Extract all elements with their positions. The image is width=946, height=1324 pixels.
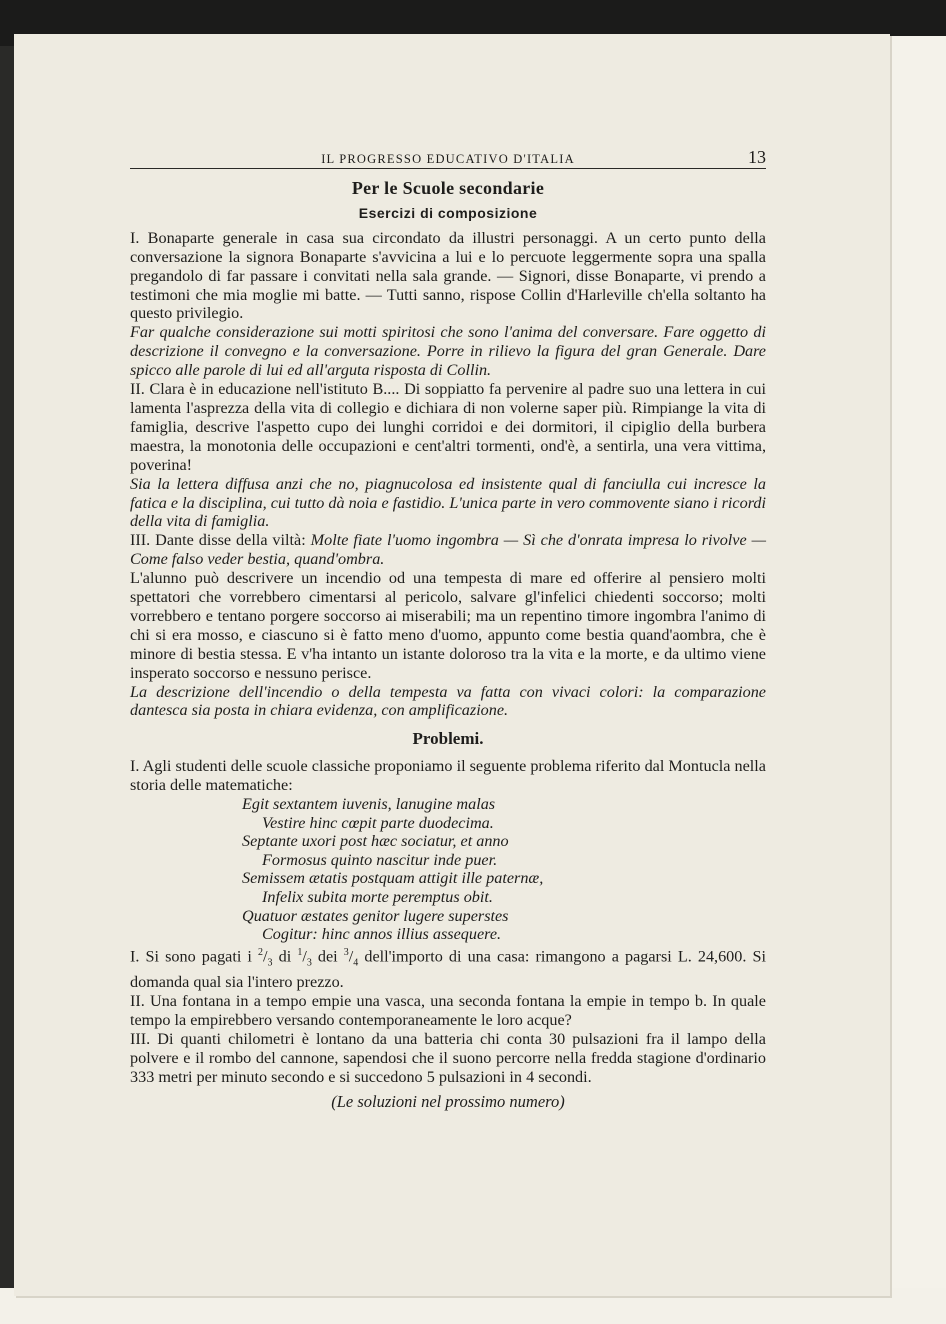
fraction-denominator: 3 (306, 957, 312, 969)
verse-line: Septante uxori post hæc sociatur, et anno (242, 832, 509, 851)
exercise-1-instruction: Far qualche considerazione sui motti spiritosi che sono l'anima del conversare. Fare oggetto di descrizione il convegno e la conversazione. Porre in rilievo la figura del gran Generale. Dare spicco alle parole di lui ed all'arguta risposta di Collin. (130, 323, 766, 380)
problem-text: di (272, 947, 298, 966)
problems-title: Problemi. (412, 729, 484, 749)
problem-item-2: II. Una fontana in a tempo empie una vasca, una seconda fontana la empie in tempo b. In quale tempo la empirebbero versando contemporaneamente le loro acque? (130, 992, 766, 1030)
section-subtitle: Esercizi di composizione (358, 204, 538, 221)
exercise-3-lead (130, 531, 766, 569)
verse-line: Cogitur: hinc annos illius assequere. (262, 925, 502, 944)
exercise-3-text: L'alunno può descrivere un incendio od una tempesta di mare ed offerire al pensiero molti spettatori che vorrebbero cimentarsi al pericolo, salvare gl'infelici chiedenti soccorso; molti vorrebbero e tentano porgere soccorso ai miserabili; ma un repentino timore ingombra l'animo di chi si era mosso, e ciascuno si è fatto meno d'uomo, appunto come bestia quand'aombra, che è minore di bestia stessa. E v'ha intanto un istante doloroso tra la vita e la morte, e da ultimo viene insperato soccorso e nessuno perisce. (130, 569, 766, 682)
journal-title: IL PROGRESSO EDUCATIVO D'ITALIA (321, 152, 575, 166)
verse-line: Vestire hinc cœpit parte duodecima. (262, 813, 494, 832)
problem-item-3: III. Di quanti chilometri è lontano da una batteria chi conta 30 pulsazioni fra il lampo della polvere e il rombo del cannone, sapendosi che il suono percorre nella fredda stagione d'ordinario 333 metri per minuto secondo e si succedono 5 pulsazioni in 4 secondi. (130, 1030, 766, 1086)
scan-border-right (886, 36, 946, 1324)
verse-line: Quatuor æstates genitor lugere superstes (242, 906, 509, 925)
page-content (130, 142, 766, 1112)
problem-1-intro: I. Agli studenti delle scuole classiche proponiamo il seguente problema riferito dal Montucla nella storia delle matematiche: (130, 757, 766, 795)
fraction-numerator: 1 (297, 946, 303, 958)
solutions-note: (Le soluzioni nel prossimo numero) (331, 1091, 565, 1111)
exercise-3-instruction: La descrizione dell'incendio o della tempesta va fatta con vivaci colori: la comparazione dantesca sia posta in chiara evidenza, con amplificazione. (130, 682, 766, 720)
verse-line: Infelix subita morte peremptus obit. (262, 888, 493, 907)
verse-line: Formosus quinto nascitur inde puer. (262, 850, 498, 869)
problem-text: I. Si sono pagati i (130, 947, 259, 966)
verse-line: Egit sextantem iuvenis, lanugine malas (242, 795, 496, 814)
dante-quote: Molte fiate l'uomo ingombra — Sì che d'onrata impresa lo rivolve — Come falso veder bestia, quand'ombra. (130, 531, 766, 569)
running-head (130, 142, 766, 169)
fraction-numerator: 3 (343, 946, 349, 958)
section-title: Per le Scuole secondarie (351, 178, 545, 198)
problem-item-1: I. Si sono pagati i $^2/_3$ di $^1/_3$ dei $^3/_4$ dell'importo di una casa: rimangono a pagarsi L. 24,600. Si domanda qual sia l'intero prezzo. (130, 946, 767, 992)
fraction-denominator: 4 (353, 957, 359, 969)
exercise-1-text: I. Bonaparte generale in casa sua circondato da illustri personaggi. A un certo punto della conversazione la signora Bonaparte s'avvicina a lui e lo percuote leggermente sopra una spalla pregandolo di far passare i convitati nella sala grande. — Signori, disse Bonaparte, vi prendo a testimoni che mia moglie mi batte. — Tutti sanno, rispose Collin d'Harleville ch'ella soltanto ha questo privilegio. (130, 228, 766, 323)
exercise-2-instruction: Sia la lettera diffusa anzi che no, piagnucolosa ed insistente qual di fanciulla cui incresce la fatica e la disciplina, cui tutto dà noia e fastidio. L'unica parte in vero commovente siano i ricordi della vita di famiglia. (130, 474, 766, 531)
fraction-numerator: 2 (258, 946, 264, 958)
problem-text: dell'importo di una casa: rimangono a pagarsi L. 24,600. Si domanda qual sia l'intero prezzo. (130, 947, 767, 992)
fraction-denominator: 3 (267, 957, 273, 969)
latin-epigram (130, 795, 766, 944)
problem-text: dei (311, 947, 344, 966)
verse-line: Semissem ætatis postquam attigit ille paternæ, (242, 869, 544, 888)
exercise-2-text: II. Clara è in educazione nell'istituto B.... Di soppiatto fa pervenire al padre suo una lettera in cui lamenta l'asprezza della vita di collegio e dichiara di non volerne saper più. Rimpiange la vita di famiglia, descrive l'aspetto cupo dei lunghi corridoi e dei dormitori, il cipiglio della burbera maestra, la monotonia delle occupazioni e cent'altri tormenti, ond'è, a sentirla, una vera vittima, poverina! (130, 380, 766, 474)
page-number: 13 (748, 147, 766, 167)
exercise-3-lead-text: III. Dante disse della viltà: (130, 531, 311, 550)
